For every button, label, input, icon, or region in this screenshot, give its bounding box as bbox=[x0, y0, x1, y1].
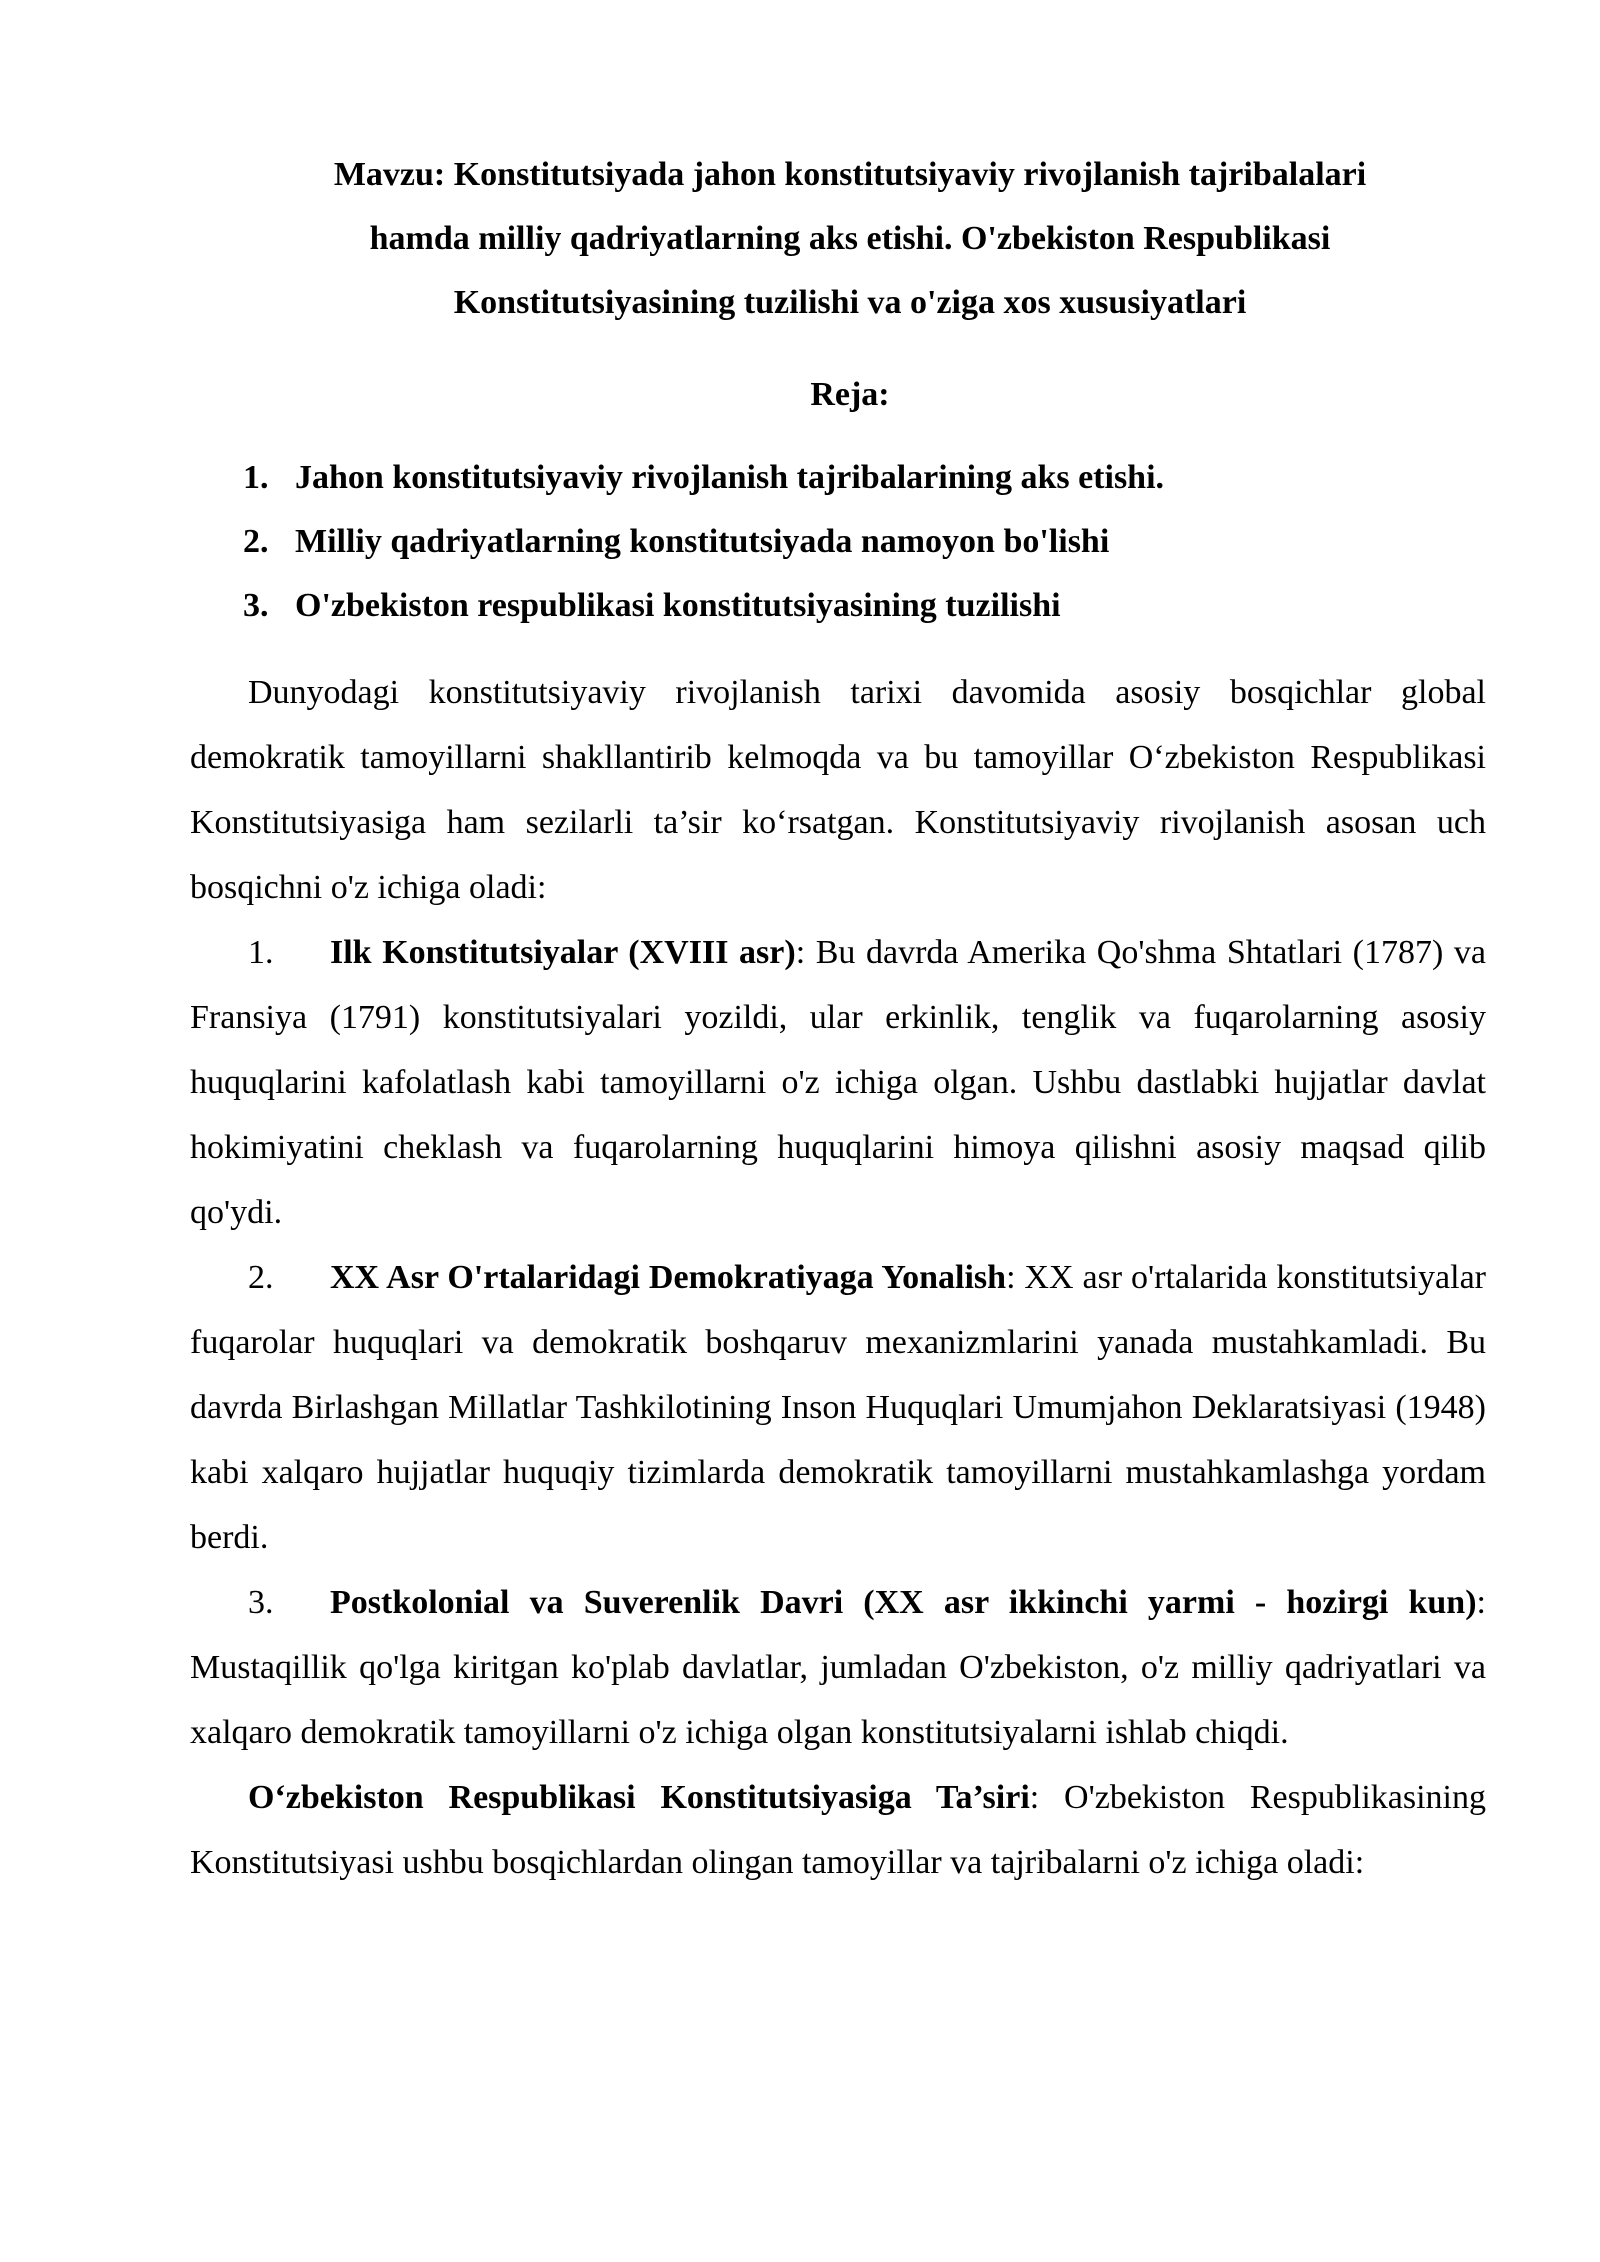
plan-item-text: Jahon konstitutsiyaviy rivojlanish tajribalarining aks etishi. bbox=[295, 459, 1165, 496]
plan-item-text: O'zbekiston respublikasi konstitutsiyasining tuzilishi bbox=[295, 587, 1061, 624]
plan-item bbox=[243, 574, 1443, 638]
stage-paragraph bbox=[190, 1570, 1486, 1765]
influence-heading: O‘zbekiston Respublikasi Konstitutsiyasiga Ta’siri bbox=[248, 1779, 1030, 1816]
stage-number: 2. bbox=[248, 1259, 274, 1296]
stage-number: 1. bbox=[248, 934, 274, 971]
intro-paragraph: Dunyodagi konstitutsiyaviy rivojlanish tarixi davomida asosiy bosqichlar global demokratik tamoyillarni shakllantirib kelmoqda va bu tamoyillar O‘zbekiston Respublikasi Konstitutsiyasiga ham sezilarli ta’sir ko‘rsatgan. Konstitutsiyaviy rivojlanish asosan uch bosqichni o'z ichiga oladi: bbox=[190, 674, 1486, 906]
plan-item-number: 1. bbox=[243, 459, 269, 496]
influence-text: : O'zbekiston Respublikasining Konstitutsiyasi ushbu bosqichlardan olingan tamoyillar va tajribalarni o'z ichiga oladi: bbox=[190, 1779, 1486, 1881]
stage-text: : Mustaqillik qo'lga kiritgan ko'plab davlatlar, jumladan O'zbekiston, o'z milliy qadriyatlari va xalqaro demokratik tamoyillarni o'z ichiga olgan konstitutsiyalarni ishlab chiqdi. bbox=[190, 1584, 1486, 1751]
stage-text: : XX asr o'rtalarida konstitutsiyalar fuqarolar huquqlari va demokratik boshqaruv mexanizmlarini yanada mustahkamladi. Bu davrda Birlashgan Millatlar Tashkilotining Inson Huquqlari Umumjahon Deklaratsiyasi (1948) kabi xalqaro hujjatlar huquqiy tizimlarda demokratik tamoyillarni mustahkamlashga yordam berdi. bbox=[190, 1259, 1486, 1556]
stage-text: : Bu davrda Amerika Qo'shma Shtatlari (1787) va Fransiya (1791) konstitutsiyalari yozildi, ular erkinlik, tenglik va fuqarolarning asosiy huquqlarini kafolatlash kabi tamoyillarni o'z ichiga olgan. Ushbu dastlabki hujjatlar davlat hokimiyatini cheklash va fuqarolarning huquqlarini himoya qilishni asosiy maqsad qilib qo'ydi. bbox=[190, 934, 1486, 1231]
stage-number: 3. bbox=[248, 1584, 274, 1621]
stage-paragraph bbox=[190, 1245, 1486, 1570]
document-body bbox=[190, 660, 1486, 1895]
plan-item bbox=[243, 510, 1443, 574]
plan-item-number: 2. bbox=[243, 523, 269, 560]
plan-item-number: 3. bbox=[243, 587, 269, 624]
title-line: hamda milliy qadriyatlarning aks etishi. O'zbekiston Respublikasi bbox=[369, 220, 1331, 257]
plan-item-text: Milliy qadriyatlarning konstitutsiyada namoyon bo'lishi bbox=[295, 523, 1110, 560]
title-line: Konstitutsiyasining tuzilishi va o'ziga xos xususiyatlari bbox=[453, 284, 1247, 321]
plan-heading: Reja: bbox=[810, 376, 890, 413]
influence-paragraph bbox=[190, 1765, 1486, 1895]
document-title bbox=[250, 143, 1450, 335]
stage-heading: Postkolonial va Suverenlik Davri (XX asr ikkinchi yarmi - hozirgi kun) bbox=[330, 1584, 1477, 1621]
stage-heading: XX Asr O'rtalaridagi Demokratiyaga Yonalish bbox=[330, 1259, 1007, 1296]
stage-paragraph bbox=[190, 920, 1486, 1245]
stage-heading: Ilk Konstitutsiyalar (XVIII asr) bbox=[330, 934, 796, 971]
plan-item bbox=[243, 446, 1443, 510]
title-line: Mavzu: Konstitutsiyada jahon konstitutsiyaviy rivojlanish tajribalalari bbox=[333, 156, 1367, 193]
plan-list bbox=[243, 446, 1443, 638]
